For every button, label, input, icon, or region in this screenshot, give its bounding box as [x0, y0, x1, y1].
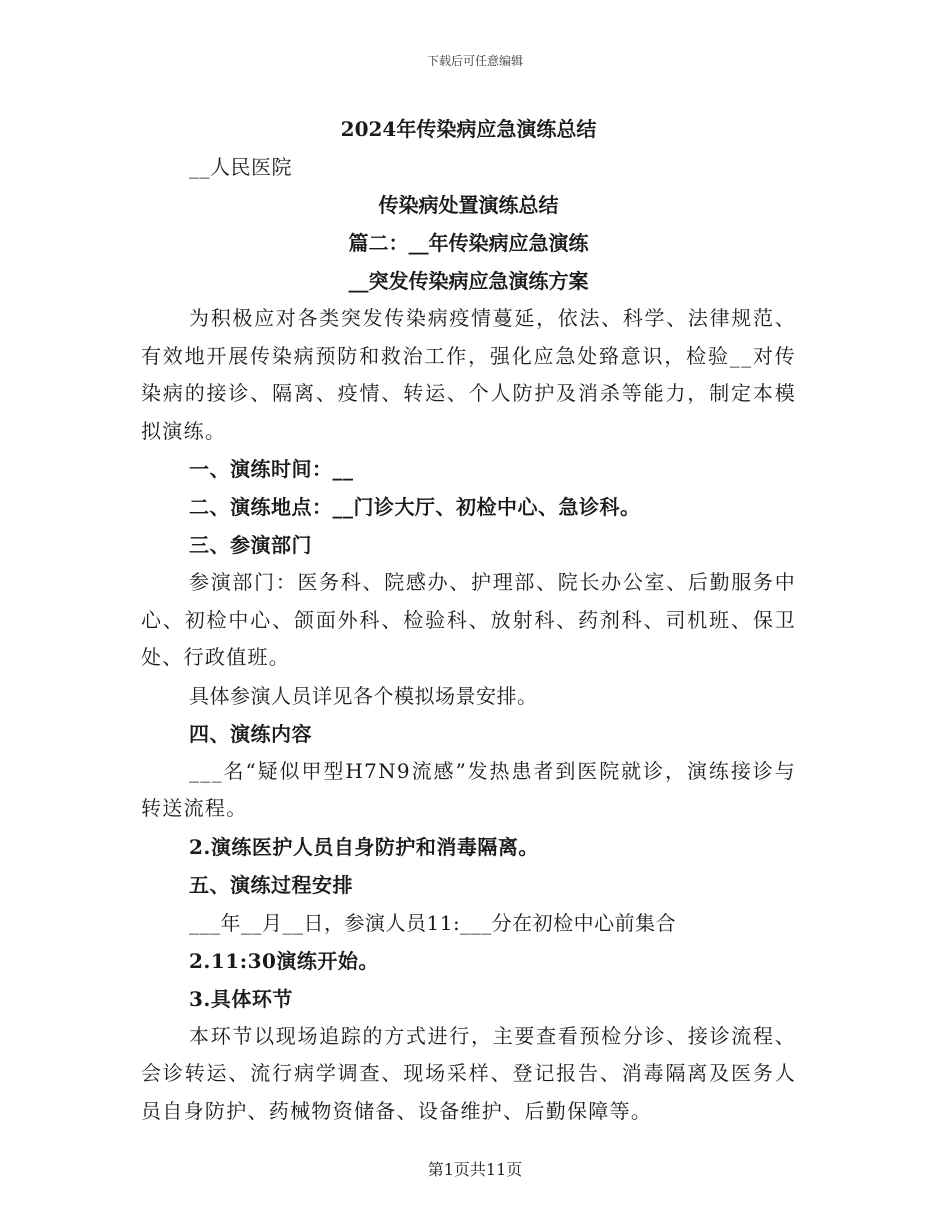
content-paragraph: ___名“疑似甲型H7N9流感”发热患者到医院就诊，演练接诊与转送流程。: [141, 758, 796, 820]
section-process: 五、演练过程安排: [189, 872, 353, 897]
subtitle-summary: 传染病处置演练总结: [378, 193, 559, 217]
process-item-1: ___年__月__日，参演人员11:___分在初检中心前集合: [189, 910, 677, 935]
subtitle-plan: __突发传染病应急演练方案: [348, 269, 589, 293]
organization-line: __人民医院: [189, 155, 292, 179]
process-item-3: 3.具体环节: [189, 986, 293, 1011]
departments-note: 具体参演人员详见各个模拟场景安排。: [189, 683, 538, 708]
section-time: 一、演练时间：__: [189, 457, 354, 481]
section-location: 二、演练地点：__门诊大厅、初检中心、急诊科。: [189, 495, 641, 519]
page-footer: 第1页共11页: [427, 1160, 523, 1179]
content-item-2: 2.演练医护人员自身防护和消毒隔离。: [189, 834, 539, 859]
header-note: 下载后可任意编辑: [426, 54, 523, 68]
document-title: 2024年传染病应急演练总结: [340, 117, 597, 141]
section-departments: 三、参演部门: [189, 533, 312, 557]
departments-paragraph: 参演部门：医务科、院感办、护理部、院长办公室、后勤服务中心、初检中心、颌面外科、检验科、放射科、药剂科、司机班、保卫处、行政值班。: [141, 570, 796, 669]
document-body: [141, 110, 796, 1130]
process-paragraph: 本环节以现场追踪的方式进行，主要查看预检分诊、接诊流程、会诊转运、流行病学调查、现场采样、登记报告、消毒隔离及医务人员自身防护、药械物资储备、设备维护、后勤保障等。: [141, 1023, 796, 1123]
intro-paragraph: 为积极应对各类突发传染病疫情蔓延，依法、科学、法律规范、有效地开展传染病预防和救治工作，强化应急处臵意识，检验__对传染病的接诊、隔离、疫情、转运、个人防护及消杀等能力，制定本模拟演练。: [141, 306, 796, 443]
subtitle-chapter-two: 篇二：__年传染病应急演练: [348, 231, 589, 255]
process-item-2: 2.11:30演练开始。: [189, 948, 379, 973]
section-content: 四、演练内容: [189, 721, 312, 746]
